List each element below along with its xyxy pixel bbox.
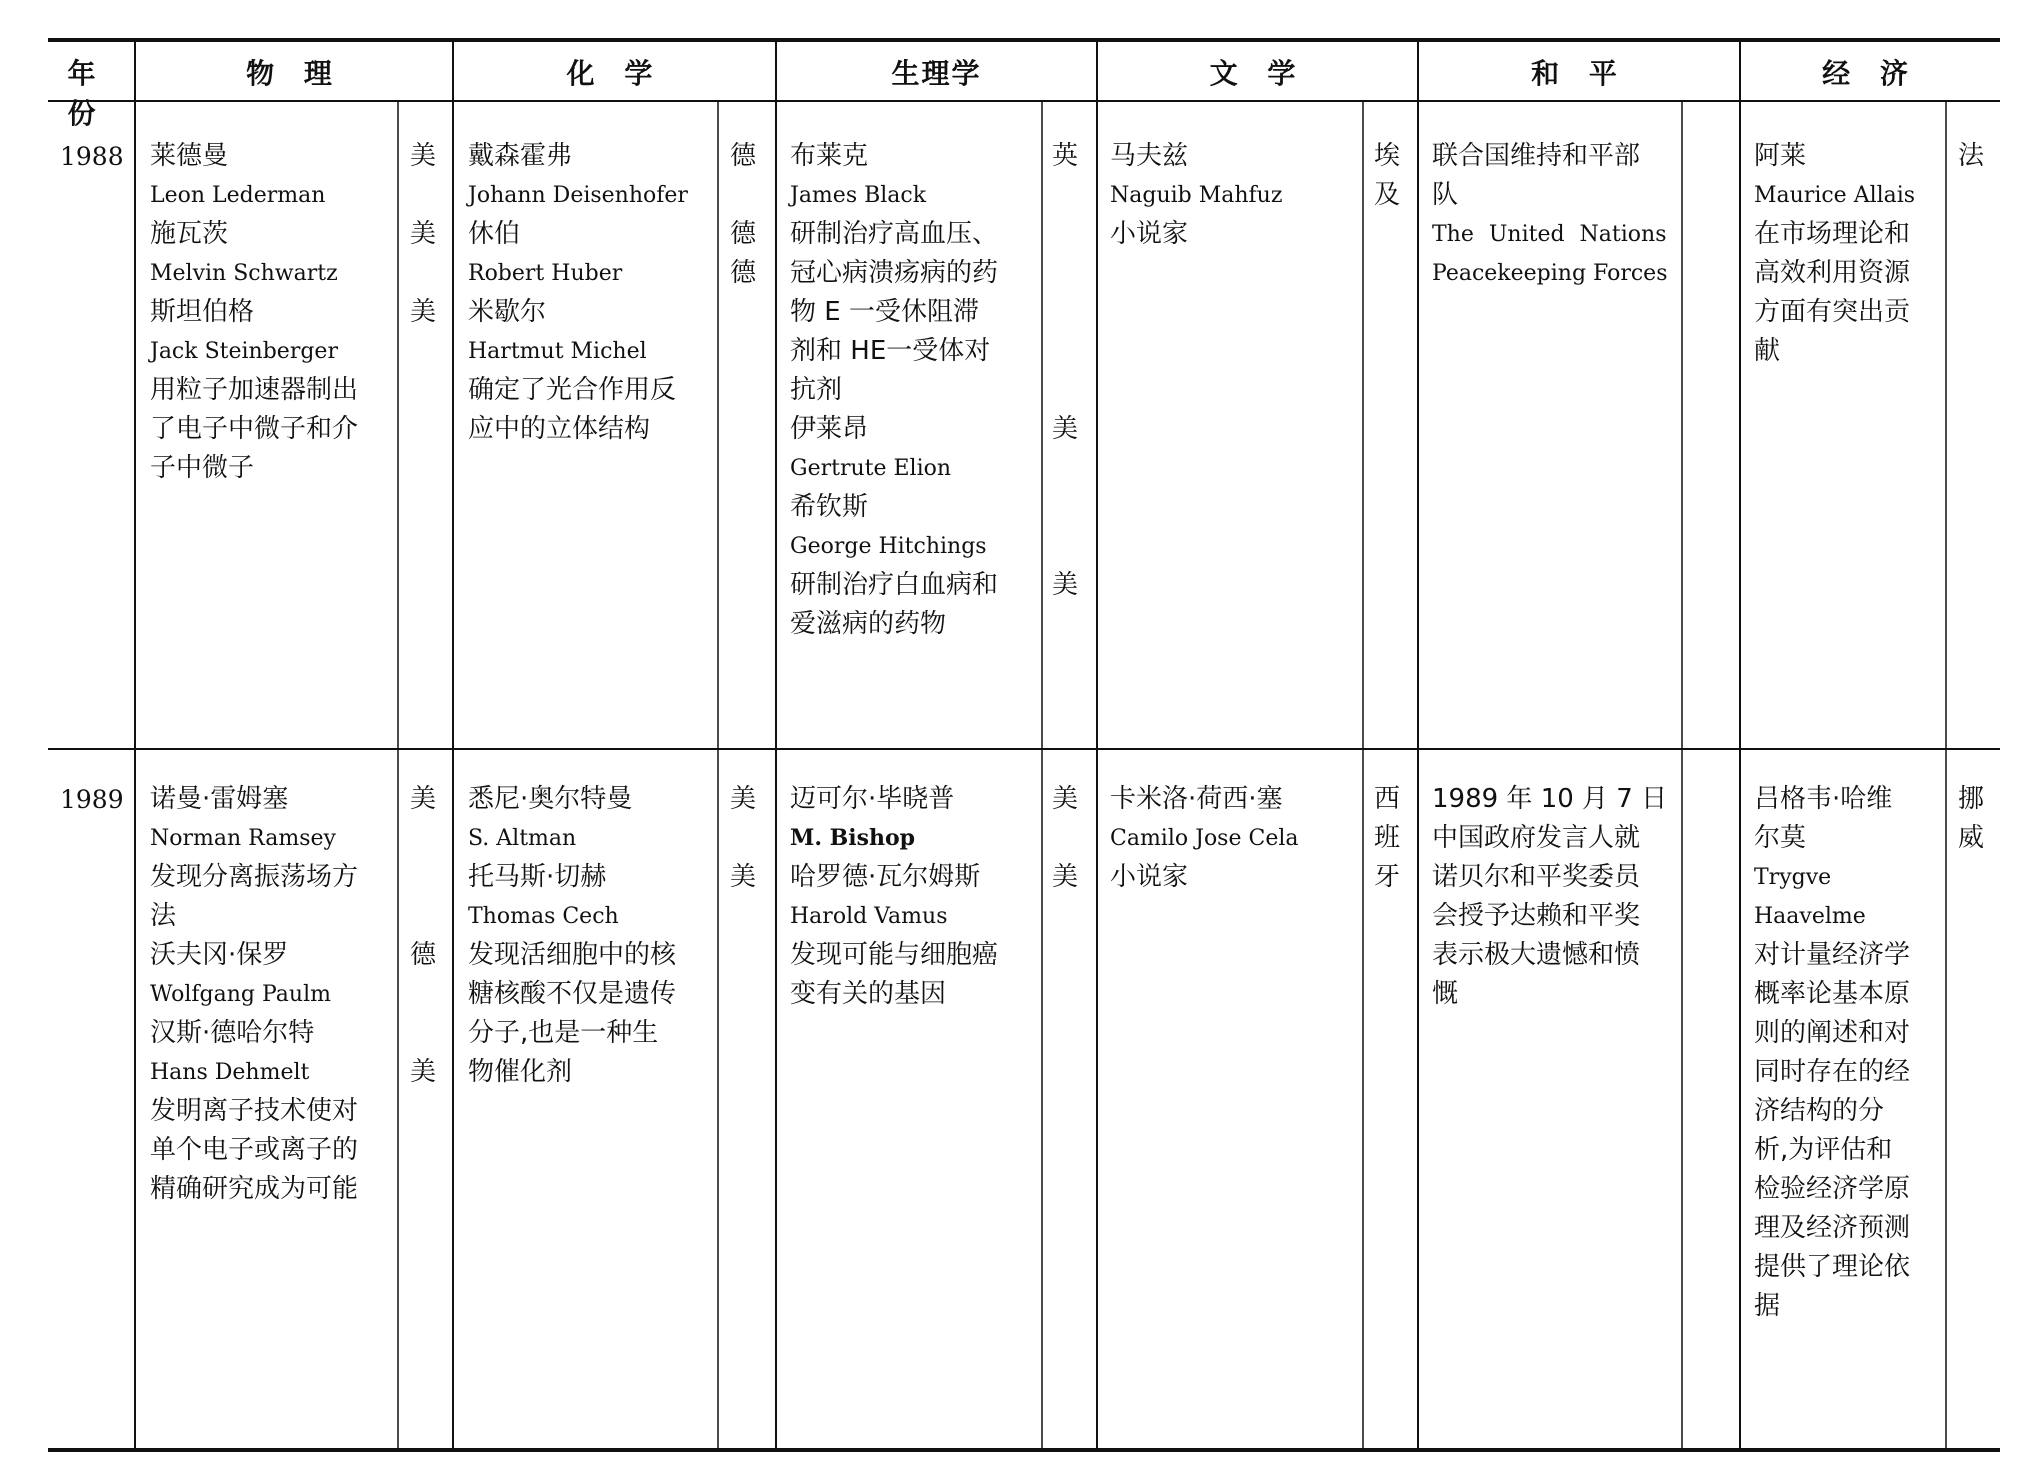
cell-physics-1988 [150,137,358,488]
literature-line: 卡米洛·荷西·塞 [1110,784,1283,814]
economics-line: 在市场理论和 [1754,219,1911,249]
physics-line: 单个电子或离子的 [150,1135,359,1165]
nation-line [1052,488,1078,527]
chemistry-line: 休伯 [468,219,521,249]
physiology-line: 伊莱昂 [790,414,869,444]
cell-physics-1989 [150,780,358,1209]
nation-line [730,819,756,858]
nation-economics-1988 [1958,137,1984,176]
nation-line: 牙 [1374,862,1401,892]
physics-line: 精确研究成为可能 [150,1174,359,1204]
cell-literature-1989 [1110,780,1299,897]
nation-line [410,858,436,897]
nation-line [1052,293,1078,332]
cell-peace-1988 [1432,137,1667,293]
economics-line: 高效利用资源 [1754,258,1911,288]
nation-line: 美 [410,219,437,249]
nation-line [1052,254,1078,293]
physics-line: 子中微子 [150,453,255,483]
economics-line: 尔莫 [1754,823,1807,853]
nation-line: 美 [1052,570,1079,600]
cell-chemistry-1988 [468,137,688,449]
physiology-line: 布莱克 [790,141,869,171]
nation-line [410,819,436,858]
economics-line: Maurice Allais [1754,183,1916,208]
peace-line: Peacekeeping Forces [1432,261,1668,286]
peace-line: 1989 年 10 月 7 日 [1432,784,1668,814]
literature-line: Naguib Mahfuz [1110,183,1283,208]
nation-literature-1988 [1374,137,1400,215]
economics-line: 提供了理论依 [1754,1252,1911,1282]
physics-line: 沃夫冈·保罗 [150,940,289,970]
economics-line: 献 [1754,336,1781,366]
physiology-line: Harold Vamus [790,904,948,929]
physiology-line: George Hitchings [790,534,987,559]
physics-line: 诺曼·雷姆塞 [150,784,289,814]
year-cell: 1989 [60,785,124,814]
nation-line: 美 [730,784,757,814]
nation-line: 德 [730,258,757,288]
economics-line: 对计量经济学 [1754,940,1911,970]
cell-literature-1988 [1110,137,1282,254]
chemistry-line: Robert Huber [468,261,623,286]
physics-line: 汉斯·德哈尔特 [150,1018,315,1048]
cell-economics-1988 [1754,137,1915,371]
nation-line: 威 [1958,823,1985,853]
economics-line: 方面有突出贡 [1754,297,1911,327]
nation-line: 英 [1052,141,1079,171]
nation-line [1052,176,1078,215]
physics-line: 了电子中微子和介 [150,414,359,444]
nation-line: 及 [1374,180,1401,210]
nation-line [1052,449,1078,488]
header-peace: 和 平 [1531,57,1627,90]
chemistry-line: 发现活细胞中的核 [468,940,677,970]
year-cell: 1988 [60,142,124,171]
nation-literature-1989 [1374,780,1400,897]
physiology-line: 物 E 一受休阻滞 [790,297,979,327]
nation-line: 美 [730,862,757,892]
physiology-line: 爱滋病的药物 [790,609,947,639]
economics-line: 则的阐述和对 [1754,1018,1911,1048]
chemistry-line: 物催化剂 [468,1057,573,1087]
cell-physiology-1989 [790,780,998,1014]
physics-line: Norman Ramsey [150,826,336,851]
economics-line: 析,为评估和 [1754,1135,1893,1165]
chemistry-line: Hartmut Michel [468,339,647,364]
physiology-line: 冠心病溃疡病的药 [790,258,999,288]
nation-line: 班 [1374,823,1401,853]
nation-line: 德 [410,940,437,970]
header-literature: 文 学 [1209,57,1306,90]
nation-line [1052,527,1078,566]
physics-line: 发明离子技术使对 [150,1096,359,1126]
physics-line: Hans Dehmelt [150,1060,310,1085]
peace-line: 慨 [1432,979,1459,1009]
header-physiology: 生理学 [891,57,982,90]
physiology-line: 剂和 HE一受体对 [790,336,991,366]
nation-line: 西 [1374,784,1401,814]
chemistry-line: 分子,也是一种生 [468,1018,659,1048]
chemistry-line: 托马斯·切赫 [468,862,607,892]
cell-economics-1989 [1754,780,1910,1326]
physiology-line: 抗剂 [790,375,843,405]
literature-line: 马夫兹 [1110,141,1189,171]
economics-line: 检验经济学原 [1754,1174,1911,1204]
chemistry-line: Johann Deisenhofer [468,183,688,208]
cell-peace-1989 [1432,780,1667,1014]
chemistry-line: 应中的立体结构 [468,414,651,444]
physiology-line: 迈可尔·毕晓普 [790,784,955,814]
physiology-line: James Black [790,183,927,208]
nation-line: 美 [410,297,437,327]
chemistry-line: 糖核酸不仅是遗传 [468,979,677,1009]
economics-line: 同时存在的经 [1754,1057,1911,1087]
peace-line: 中国政府发言人就 [1432,823,1641,853]
physiology-line: 哈罗德·瓦尔姆斯 [790,862,981,892]
physics-line: 斯坦伯格 [150,297,255,327]
chemistry-line: 戴森霍弗 [468,141,573,171]
physiology-line: M. Bishop [790,825,916,851]
physiology-line: 变有关的基因 [790,979,947,1009]
economics-line: 阿莱 [1754,141,1807,171]
physiology-line: Gertrute Elion [790,456,952,481]
nation-physiology-1988 [1052,137,1078,605]
physiology-line: 希钦斯 [790,492,869,522]
nation-line: 法 [1958,141,1985,171]
peace-line: The United Nations [1432,222,1667,247]
nation-physiology-1989 [1052,780,1078,897]
physics-line: Leon Lederman [150,183,326,208]
nation-line [730,176,756,215]
peace-line: 队 [1432,180,1459,210]
chemistry-line: 米歇尔 [468,297,547,327]
header-economics: 经 济 [1822,57,1918,90]
nation-line [410,897,436,936]
nation-line [410,254,436,293]
header-year: 年 份 [67,57,116,130]
literature-line: 小说家 [1110,219,1189,249]
nation-economics-1989 [1958,780,1984,858]
peace-line: 表示极大遗憾和愤 [1432,940,1641,970]
nation-line [1052,371,1078,410]
cell-chemistry-1989 [468,780,676,1092]
peace-line: 会授予达赖和平奖 [1432,901,1641,931]
physics-line: 法 [150,901,177,931]
chemistry-line: 确定了光合作用反 [468,375,677,405]
nation-line: 美 [410,1057,437,1087]
chemistry-line: S. Altman [468,826,577,851]
physiology-line: 发现可能与细胞癌 [790,940,999,970]
nation-line: 德 [730,141,757,171]
nation-line: 德 [730,219,757,249]
physics-line: 用粒子加速器制出 [150,375,359,405]
economics-line: 据 [1754,1291,1781,1321]
nation-line [410,176,436,215]
economics-line: 济结构的分 [1754,1096,1885,1126]
literature-line: 小说家 [1110,862,1189,892]
nation-physics-1989 [410,780,436,1092]
cell-physiology-1988 [790,137,998,644]
physics-line: Melvin Schwartz [150,261,338,286]
physiology-line: 研制治疗高血压、 [790,219,999,249]
nation-line: 美 [1052,862,1079,892]
nation-line [1052,819,1078,858]
physiology-line: 研制治疗白血病和 [790,570,999,600]
nation-physics-1988 [410,137,436,332]
nation-chemistry-1989 [730,780,756,897]
chemistry-line: 悉尼·奥尔特曼 [468,784,633,814]
physics-line: Jack Steinberger [150,339,338,364]
nation-line: 美 [410,784,437,814]
nation-chemistry-1988 [730,137,756,293]
nation-line [1052,215,1078,254]
nation-line [410,1014,436,1053]
chemistry-line: Thomas Cech [468,904,619,929]
header-physics: 物 理 [246,57,342,90]
economics-line: Haavelme [1754,904,1866,929]
nation-line: 美 [1052,784,1079,814]
peace-line: 诺贝尔和平奖委员 [1432,862,1641,892]
economics-line: 理及经济预测 [1754,1213,1911,1243]
literature-line: Camilo Jose Cela [1110,826,1299,851]
nation-line: 美 [1052,414,1079,444]
physics-line: 施瓦茨 [150,219,229,249]
economics-line: 概率论基本原 [1754,979,1911,1009]
nation-line: 挪 [1958,784,1985,814]
economics-line: 吕格韦·哈维 [1754,784,1893,814]
nation-line [410,975,436,1014]
physics-line: Wolfgang Paulm [150,982,331,1007]
nation-line: 埃 [1374,141,1401,171]
nation-line: 美 [410,141,437,171]
peace-line: 联合国维持和平部 [1432,141,1641,171]
economics-line: Trygve [1754,865,1832,890]
physics-line: 莱德曼 [150,141,229,171]
header-chemistry: 化 学 [566,57,663,90]
nation-line [1052,332,1078,371]
physics-line: 发现分离振荡场方 [150,862,359,892]
